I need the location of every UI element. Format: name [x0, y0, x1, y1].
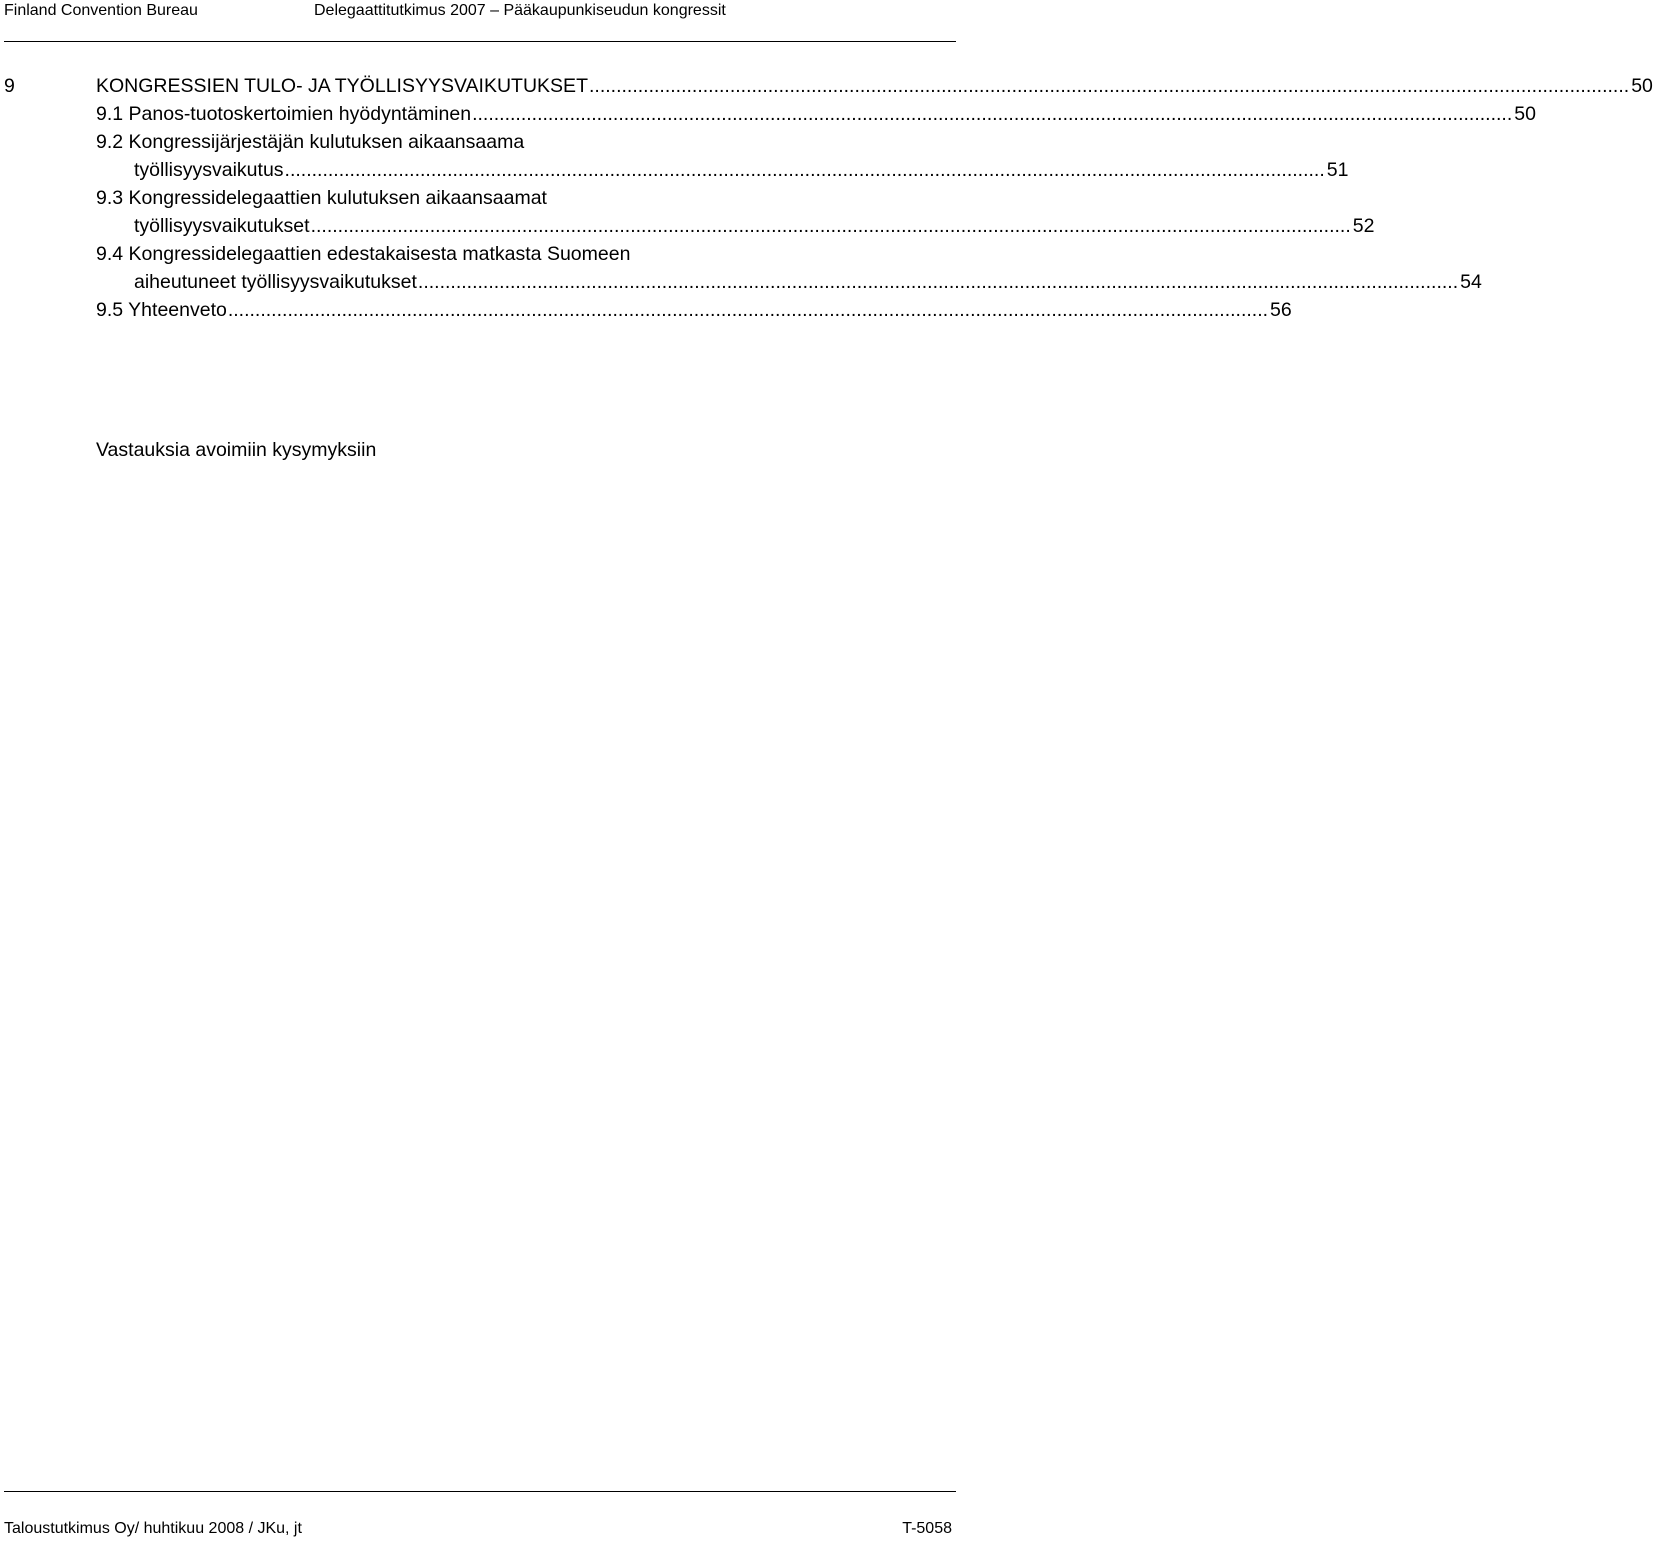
toc-leader-dots: ................................................................................................................................................................................................ [588, 75, 1630, 97]
toc-entry [0, 184, 800, 212]
toc-entry-title: 9.1 Panos-tuotoskertoimien hyödyntäminen [96, 103, 472, 125]
toc-entry-continuation-title: työllisyysvaikutus [134, 159, 284, 181]
page-header [0, 0, 960, 40]
toc-entry-title: 9.4 Kongressidelegaattien edestakaisesta matkasta Suomeen [96, 243, 631, 265]
toc-chapter-title: KONGRESSIEN TULO- JA TYÖLLISYYSVAIKUTUKSET [96, 75, 588, 97]
toc-entry-continuation [0, 212, 1375, 240]
toc-entry [0, 100, 1536, 128]
footer-author: Taloustutkimus Oy/ huhtikuu 2008 / JKu, jt [4, 1520, 302, 1537]
toc-leader-dots: ................................................................................................................................................................................................ [284, 159, 1325, 181]
toc-leader-dots: ................................................................................................................................................................................................ [227, 299, 1269, 321]
footer-document-code: T-5058 [902, 1520, 952, 1537]
toc-page-number: 50 [1514, 103, 1536, 125]
header-divider [4, 41, 956, 42]
toc-page-number: 51 [1326, 159, 1349, 181]
toc-entry-continuation-title: työllisyysvaikutukset [134, 215, 310, 237]
toc-page-number: 54 [1460, 271, 1482, 293]
toc-chapter-entry [0, 72, 1653, 100]
toc-leader-dots: ................................................................................................................................................................................................ [310, 215, 1351, 237]
toc-entry [0, 128, 800, 156]
toc-page-number: 50 [1631, 75, 1653, 97]
toc-page-number: 56 [1270, 299, 1292, 321]
header-document-title: Delegaattitutkimus 2007 – Pääkaupunkiseudun kongressit [314, 2, 726, 19]
toc-entry-continuation [0, 156, 1349, 184]
header-organization: Finland Convention Bureau [4, 2, 198, 19]
toc-entry-continuation [0, 268, 1482, 296]
toc-entry-continuation-title: aiheutuneet työllisyysvaikutukset [134, 271, 417, 293]
section-heading: Vastauksia avoimiin kysymyksiin [96, 439, 377, 461]
toc-chapter-number: 9 [4, 75, 15, 97]
toc-leader-dots: ................................................................................................................................................................................................ [417, 271, 1459, 293]
toc-entry [0, 296, 1292, 324]
toc-entry-title: 9.3 Kongressidelegaattien kulutuksen aikaansaamat [96, 187, 547, 209]
toc-entry [0, 240, 800, 268]
footer-divider [4, 1491, 956, 1492]
toc-entry-title: 9.2 Kongressijärjestäjän kulutuksen aikaansaama [96, 131, 525, 153]
toc-leader-dots: ................................................................................................................................................................................................ [472, 103, 1513, 125]
toc-page-number: 52 [1352, 215, 1375, 237]
toc-entry-title: 9.5 Yhteenveto [96, 299, 227, 321]
